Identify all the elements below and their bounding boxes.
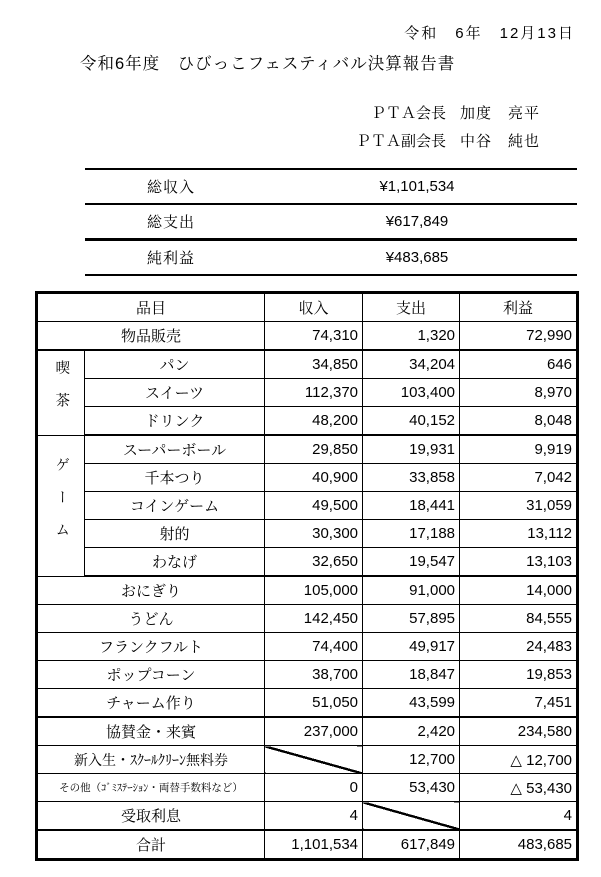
income-cell: 30,300 xyxy=(265,520,363,548)
income-cell: 40,900 xyxy=(265,464,363,492)
expense-cell: 17,188 xyxy=(363,520,460,548)
profit-cell: 8,048 xyxy=(460,407,578,436)
expense-cell: 12,700 xyxy=(363,746,460,774)
expense-cell: 43,599 xyxy=(363,689,460,718)
income-cell: 74,400 xyxy=(265,633,363,661)
officer-name: 中谷 純也 xyxy=(459,133,540,150)
item-cell: フランクフルト xyxy=(37,633,265,661)
summary-row-total-expense xyxy=(85,203,577,238)
table-row xyxy=(37,633,578,661)
profit-cell: 7,042 xyxy=(460,464,578,492)
table-row xyxy=(37,435,578,464)
column-header-profit: 利益 xyxy=(460,293,578,322)
expense-cell: 40,152 xyxy=(363,407,460,436)
income-cell: 142,450 xyxy=(265,605,363,633)
expense-cell: 19,931 xyxy=(363,435,460,464)
item-cell: 千本つり xyxy=(85,464,265,492)
item-cell: 射的 xyxy=(85,520,265,548)
expense-cell: 103,400 xyxy=(363,379,460,407)
profit-cell: 72,990 xyxy=(460,322,578,351)
item-cell: 合計 xyxy=(37,830,265,860)
income-cell: 38,700 xyxy=(265,661,363,689)
summary-value: ¥617,849 xyxy=(385,213,449,230)
item-cell: パン xyxy=(85,350,265,379)
table-row xyxy=(37,322,578,351)
officer-name: 加度 亮平 xyxy=(459,105,540,122)
item-cell: コインゲーム xyxy=(85,492,265,520)
expense-cell: 19,547 xyxy=(363,548,460,577)
table-row xyxy=(37,802,578,831)
income-cell: 29,850 xyxy=(265,435,363,464)
income-cell: 237,000 xyxy=(265,717,363,746)
income-cell: 1,101,534 xyxy=(265,830,363,860)
expense-cell-crossed-out xyxy=(363,802,460,831)
table-row xyxy=(37,689,578,718)
expense-cell: 617,849 xyxy=(363,830,460,860)
expense-cell: 2,420 xyxy=(363,717,460,746)
expense-cell: 91,000 xyxy=(363,576,460,605)
item-cell: スーパーボール xyxy=(85,435,265,464)
table-total-row xyxy=(37,830,578,860)
profit-cell: △ 53,430 xyxy=(460,774,578,802)
table-row xyxy=(37,774,578,802)
table-header-row xyxy=(37,293,578,322)
expense-cell: 18,847 xyxy=(363,661,460,689)
group-label-game xyxy=(37,435,85,576)
expense-cell: 49,917 xyxy=(363,633,460,661)
profit-cell: 483,685 xyxy=(460,830,578,860)
expense-cell: 53,430 xyxy=(363,774,460,802)
income-cell: 48,200 xyxy=(265,407,363,436)
income-cell: 49,500 xyxy=(265,492,363,520)
officer-role: ＰＴＡ副会長 xyxy=(355,133,446,150)
profit-cell: △ 12,700 xyxy=(460,746,578,774)
table-row xyxy=(37,661,578,689)
page-title: 令和6年度 ひびっこフェスティバル決算報告書 xyxy=(80,55,456,73)
profit-cell: 13,112 xyxy=(460,520,578,548)
table-row xyxy=(37,492,578,520)
summary-row-total-income xyxy=(85,168,577,203)
group-label-cafe xyxy=(37,350,85,435)
item-cell: ポップコーン xyxy=(37,661,265,689)
officer-block xyxy=(356,100,540,156)
table-row xyxy=(37,746,578,774)
detail-table xyxy=(35,291,579,861)
profit-cell: 646 xyxy=(460,350,578,379)
profit-cell: 9,919 xyxy=(460,435,578,464)
summary-table xyxy=(85,168,577,276)
table-row xyxy=(37,605,578,633)
summary-value: ¥483,685 xyxy=(385,249,449,266)
item-cell: ドリンク xyxy=(85,407,265,436)
summary-row-net-profit xyxy=(85,238,577,274)
expense-cell: 33,858 xyxy=(363,464,460,492)
column-header-expense: 支出 xyxy=(363,293,460,322)
income-cell: 74,310 xyxy=(265,322,363,351)
item-cell: わなげ xyxy=(85,548,265,577)
expense-cell: 57,895 xyxy=(363,605,460,633)
summary-label: 総支出 xyxy=(146,214,195,231)
officer-president xyxy=(356,100,540,128)
table-row xyxy=(37,350,578,379)
item-cell: 協賛金・来賓 xyxy=(37,717,265,746)
table-row xyxy=(37,576,578,605)
profit-cell: 84,555 xyxy=(460,605,578,633)
income-cell: 112,370 xyxy=(265,379,363,407)
summary-label: 純利益 xyxy=(146,250,195,267)
officer-vice-president xyxy=(356,128,540,156)
item-cell: おにぎり xyxy=(37,576,265,605)
profit-cell: 14,000 xyxy=(460,576,578,605)
item-cell: スイーツ xyxy=(85,379,265,407)
table-row xyxy=(37,379,578,407)
profit-cell: 7,451 xyxy=(460,689,578,718)
income-cell: 105,000 xyxy=(265,576,363,605)
table-row xyxy=(37,464,578,492)
expense-cell: 1,320 xyxy=(363,322,460,351)
profit-cell: 31,059 xyxy=(460,492,578,520)
income-cell: 32,650 xyxy=(265,548,363,577)
expense-cell: 18,441 xyxy=(363,492,460,520)
item-cell: 新入生・ｽｸｰﾙｸﾘｰﾝ無料券 xyxy=(37,746,265,774)
officer-role: ＰＴＡ会長 xyxy=(370,105,446,122)
group-label-text: 喫茶 xyxy=(53,360,70,426)
income-cell: 4 xyxy=(265,802,363,831)
income-cell: 34,850 xyxy=(265,350,363,379)
table-row xyxy=(37,548,578,577)
profit-cell: 19,853 xyxy=(460,661,578,689)
column-header-item: 品目 xyxy=(37,293,265,322)
item-cell: その他（ｺﾞﾐｽﾃｰｼｮﾝ・両替手数料など） xyxy=(37,774,265,802)
item-cell: 受取利息 xyxy=(37,802,265,831)
profit-cell: 8,970 xyxy=(460,379,578,407)
group-label-text: ゲーム xyxy=(53,456,70,555)
column-header-income: 収入 xyxy=(265,293,363,322)
expense-cell: 34,204 xyxy=(363,350,460,379)
income-cell: 0 xyxy=(265,774,363,802)
summary-value: ¥1,101,534 xyxy=(379,178,455,195)
profit-cell: 234,580 xyxy=(460,717,578,746)
income-cell: 51,050 xyxy=(265,689,363,718)
report-date: 令和 6年 12月13日 xyxy=(404,25,575,42)
income-cell-crossed-out xyxy=(265,746,363,774)
item-cell: チャーム作り xyxy=(37,689,265,718)
table-row xyxy=(37,717,578,746)
summary-label: 総収入 xyxy=(146,179,195,196)
profit-cell: 13,103 xyxy=(460,548,578,577)
table-row xyxy=(37,407,578,436)
profit-cell: 4 xyxy=(460,802,578,831)
profit-cell: 24,483 xyxy=(460,633,578,661)
item-cell: うどん xyxy=(37,605,265,633)
table-row xyxy=(37,520,578,548)
item-cell: 物品販売 xyxy=(37,322,265,351)
